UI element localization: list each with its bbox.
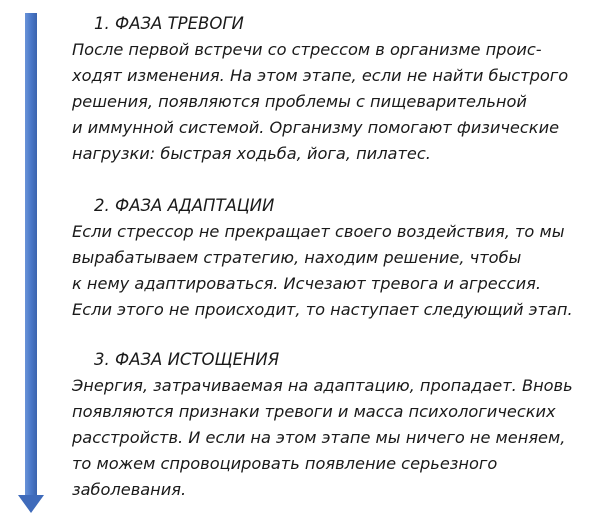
phase-text-line: После первой встречи со стрессом в организме проис-	[72, 40, 542, 59]
down-arrow-icon	[18, 13, 44, 513]
phase-title: 2. ФАЗА АДАПТАЦИИ	[94, 196, 275, 215]
phase-text-line: заболевания.	[72, 480, 187, 499]
phase-text-line: решения, появляются проблемы с пищеварительной	[72, 92, 527, 111]
phase-alarm	[72, 11, 587, 167]
phase-text-line: к нему адаптироваться. Исчезают тревога и агрессия.	[72, 274, 541, 293]
phase-text-line: ходят изменения. На этом этапе, если не найти быстрого	[72, 66, 569, 85]
phase-exhaustion	[72, 347, 587, 503]
phase-text-line: Энергия, затрачиваемая на адаптацию, пропадает. Вновь	[72, 376, 573, 395]
phase-text-line: Если этого не происходит, то наступает следующий этап.	[72, 300, 573, 319]
phase-text-line: вырабатываем стратегию, находим решение, чтобы	[72, 248, 522, 267]
phase-text-line: расстройств. И если на этом этапе мы ничего не меняем,	[72, 428, 566, 447]
phase-text-line: нагрузки: быстрая ходьба, йога, пилатес.	[72, 144, 431, 163]
phase-text-line: появляются признаки тревоги и масса психологических	[72, 402, 556, 421]
phase-title: 1. ФАЗА ТРЕВОГИ	[94, 14, 244, 33]
phase-title: 3. ФАЗА ИСТОЩЕНИЯ	[94, 350, 280, 369]
phase-text-line: то можем спровоцировать появление серьезного	[72, 454, 498, 473]
phase-text-line: и иммунной системой. Организму помогают физические	[72, 118, 560, 137]
phase-text-line: Если стрессор не прекращает своего воздействия, то мы	[72, 222, 565, 241]
phase-adaptation	[72, 193, 587, 323]
